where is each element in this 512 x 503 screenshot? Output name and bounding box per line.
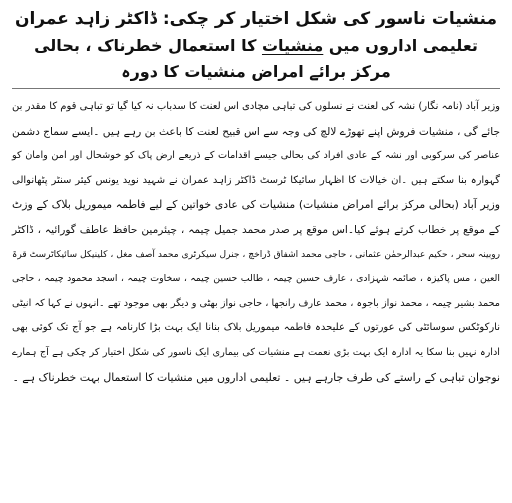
subheadline-underlined-word: منشیات (261, 36, 324, 55)
subheadline-part-1: تعلیمی اداروں میں (323, 36, 478, 55)
body-line: روبینہ سحر ، حکیم عبدالرحمٰن عثمانی ، حاجی محمد اشفاق ڈراخچ ، جنرل سیکرٹری محمد آصف مغل ، کلینیکل سائیکاٹرسٹ قرۃ (12, 249, 500, 260)
headline-divider (12, 88, 500, 89)
subheadline-part-2: کا استعمال خطرناک ، بحالی مرکز برائے امراض منشیات کا دورہ (34, 36, 391, 81)
article-headline: منشیات ناسور کی شکل اختیار کر چکی: ڈاکٹر زاہد عمران (14, 9, 498, 29)
body-line: محمد بشیر چیمہ ، محمد نواز باجوہ ، محمد عارف رانجھا ، حاجی نواز بھٹی و دیگر بھی موجود تھے ۔انہوں نے کہا کہ انیٹی (12, 297, 500, 309)
body-line: ادارہ نہیں بنا سکا یہ ادارہ ایک بہت بڑی نعمت ہے منشیات کی بیماری ایک ناسور کی شکل اختیار کر چکی ہے آج ہمارے (12, 346, 500, 358)
body-line: وزیر آباد (نامہ نگار) نشہ کی لعنت نے نسلوں کی تباہی مچادی اس لعنت کا سدباب نہ کیا گیا تو تباہی قوم کا مقدر بن (12, 101, 500, 112)
body-line: العین ، مس پاکیزہ ، صائمہ شہزادی ، عارف حسین چیمہ ، طالب حسین چیمہ ، سخاوت چیمہ ، اسجد محمود چیمہ ، حاجی (12, 273, 500, 285)
body-line: عناصر کی سرکوبی اور نشہ کے عادی افراد کی بحالی جیسے اقدامات کے ذریعے ارض پاک کو خوشحال اور امن وامان کو (12, 150, 500, 162)
article-body (12, 95, 500, 390)
body-line: نارکوٹکس سوسائٹی کی عورتوں کے علیحدہ فاطمہ میموریل بلاک بنانا ایک بہت بڑا کارنامہ ہے جو آج تک کوئی بھی (12, 322, 500, 334)
article-subheadline (12, 33, 500, 85)
body-line: جائے گی ، منشیات فروش اپنے تھوڑے لالچ کی وجہ سے اس قبیح لعنت کا باعث بن رہے ہیں ۔ایسے سماج دشمن (12, 125, 500, 138)
body-line: گہوارہ بنا سکتے ہیں ۔ان خیالات کا اظہار سائیکا ٹرسٹ ڈاکٹر زاہد عمران نے شہید نوید یونس کیئر سنٹر پٹھانوالی (12, 174, 500, 186)
body-line: نوجوان تباہی کے راستے کی طرف جارہے ہیں ۔ تعلیمی اداروں میں منشیات کا استعمال بہت خطرناک ہے ۔ (12, 370, 500, 384)
body-line: کے موقع پر خطاب کرتے ہوئے کیا۔اس موقع پر صدر محمد جمیل چیمہ ، چیئرمین حافظ عاطف گورائیہ ، ڈاکٹر (12, 223, 500, 236)
body-line: وزیر آباد (بحالی مرکز برائے امراض منشیات) منشیات کی عادی خواتین کے لیے فاطمہ میموریل بلاک کے وزٹ (12, 198, 500, 212)
